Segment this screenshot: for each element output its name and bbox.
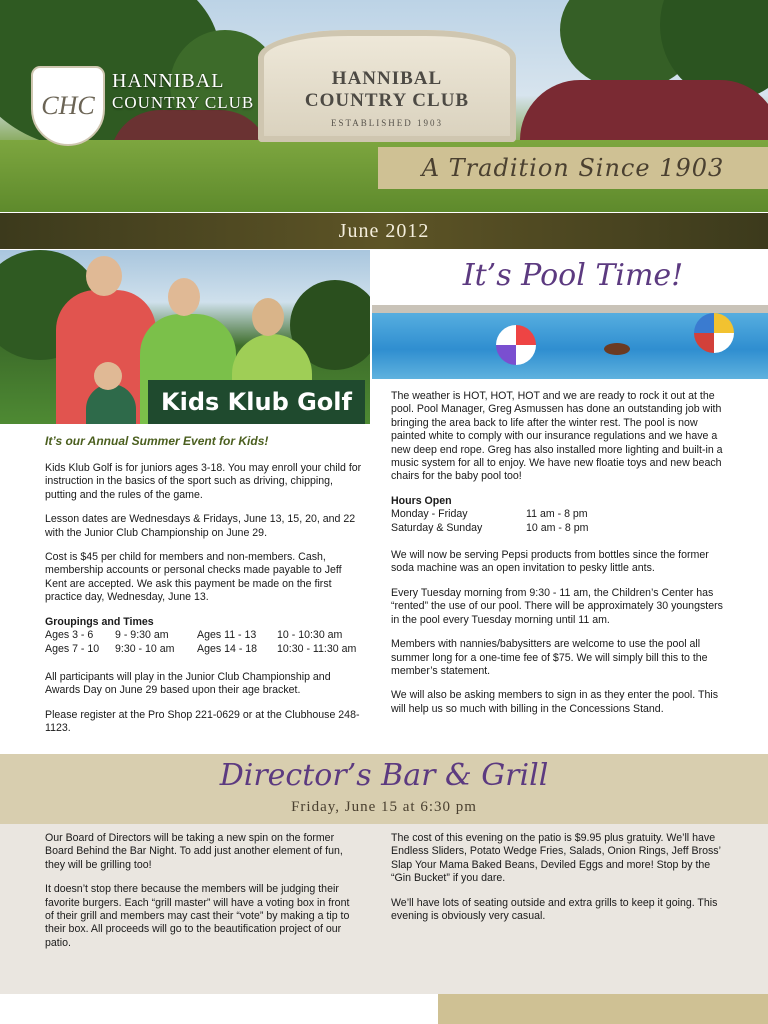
kids-text-column — [45, 462, 363, 747]
kid-girl-head — [252, 298, 284, 336]
groupings-table — [45, 629, 363, 657]
pool-paragraph-3: Every Tuesday morning from 9:30 - 11 am, the Children’s Center has “rented” the use of our pool. There will be approximately 30 youngsters in the pool every Tuesday morning until 11 am. — [391, 586, 723, 626]
kids-paragraph-5: Please register at the Pro Shop 221-0629 or at the Clubhouse 248-1123. — [45, 708, 360, 735]
sign-line-1: HANNIBAL — [331, 68, 443, 89]
grill-left-paragraph-2: It doesn’t stop there because the members will be judging their favorite burgers. Each “grill master” will have a voting box in front of their grill and members may cast their “vote” by making a tip to their box. All proceeds will go to the beautification project of our patio. — [45, 883, 350, 949]
grill-title: Director’s Bar & Grill — [219, 758, 549, 793]
footer-accent-bar — [438, 994, 768, 1024]
group-cell: Ages 14 - 18 — [197, 643, 258, 656]
group-cell: Ages 11 - 13 — [197, 629, 257, 642]
kid-small-head — [94, 362, 122, 390]
hours-times: 10 am - 8 pm — [526, 521, 589, 534]
pool-paragraph-4: Members with nannies/babysitters are welcome to use the pool all summer long for a one-time fee of $75. We will simply bill this to the member’s statement. — [391, 638, 708, 677]
grill-right-paragraph-1: The cost of this evening on the patio is $9.95 plus gratuity. We’ll have Endless Sliders, Potato Wedge Fries, Salads, Onion Rings, Jeff Bross’ Slap Your Mama Baked Beans, Deviled Eggs and more! Stop by the “Gin Bucket” if you dare. — [391, 832, 721, 885]
kids-paragraph-1: Kids Klub Golf is for juniors ages 3-18. You may enroll your child for instruction in the basics of the sport such as driving, chipping, putting and the rules of the game. — [45, 462, 362, 501]
grill-right-paragraph-2: We’ll have lots of seating outside and extra grills to keep it going. This evening is obviously very casual. — [391, 896, 718, 923]
club-sign — [258, 30, 516, 142]
group-cell: 10:30 - 11:30 am — [277, 643, 357, 656]
pool-section-title: It’s Pool Time! — [462, 258, 684, 293]
issue-date-band — [0, 213, 768, 249]
grill-left-paragraph-1: Our Board of Directors will be taking a new spin on the former Board Behind the Bar Night. To add just another element of fun, they will be grilling too! — [45, 832, 343, 871]
group-cell: Ages 7 - 10 — [45, 643, 100, 656]
group-cell: Ages 3 - 6 — [45, 629, 94, 642]
pool-deck — [372, 305, 768, 313]
logo-monogram: CHC — [41, 91, 95, 120]
hours-days: Monday - Friday — [391, 508, 468, 521]
club-name-line1: HANNIBAL — [112, 70, 225, 92]
group-cell: 9 - 9:30 am — [115, 629, 169, 642]
hours-days: Saturday & Sunday — [391, 521, 483, 534]
pool-paragraph-2: We will now be serving Pepsi products from bottles since the former soda machine was an open invitation to pesky little ants. — [391, 549, 709, 575]
kids-paragraph-3: Cost is $45 per child for members and non-members. Cash, membership accounts or personal checks made payable to Jeff Kent are accepted. We ask this payment be made on the first practice day, Wednesday, June 13. — [45, 551, 342, 604]
beach-ball-icon — [496, 325, 536, 365]
club-name-line2: COUNTRY CLUB — [112, 93, 255, 112]
kids-paragraph-2: Lesson dates are Wednesdays & Fridays, June 13, 15, 20, and 22 with the Junior Club Championship on June 29. — [45, 513, 356, 539]
kid-tall-head — [86, 256, 122, 296]
group-cell: 10 - 10:30 am — [277, 629, 343, 642]
grill-date: Friday, June 15 at 6:30 pm — [291, 799, 477, 815]
grill-left-column — [45, 832, 355, 961]
kids-paragraph-4: All participants will play in the Junior Club Championship and Awards Day on June 29 based upon their age bracket. — [45, 670, 331, 697]
hours-times: 11 am - 8 pm — [526, 508, 588, 521]
kid-middle-head — [168, 278, 200, 316]
grill-right-column — [391, 832, 731, 934]
issue-month: June 2012 — [338, 219, 430, 242]
pool-paragraph-5: We will also be asking members to sign in as they enter the pool. This will help us so much with billing in the Concessions Stand. — [391, 689, 718, 715]
kids-subtitle: It’s our Annual Summer Event for Kids! — [45, 434, 269, 448]
tagline-banner: A Tradition Since 1903 — [378, 147, 768, 189]
sign-line-2: COUNTRY CLUB — [304, 90, 470, 111]
beach-ball-icon-2 — [694, 313, 734, 353]
kids-klub-golf-badge: Kids Klub Golf — [148, 380, 365, 424]
pool-text-column — [391, 390, 731, 727]
pool-paragraph-1: The weather is HOT, HOT, HOT and we are ready to rock it out at the pool. Pool Manager, Greg Asmussen has done an outstanding job with bringing the area back to life after the winter rest. The pool is now painted white to comply with our insurance regulations and we have a new deep end rope. Greg has also installed more lighting and built-in a music system for all to enjoy. We have new floatie toys and new beach chairs for the baby pool too! — [391, 390, 723, 483]
football-icon — [604, 343, 630, 355]
groupings-heading: Groupings and Times — [45, 615, 154, 628]
group-cell: 9:30 - 10 am — [115, 643, 175, 656]
hours-heading: Hours Open — [391, 494, 452, 507]
pool-photo — [372, 305, 768, 379]
hours-table — [391, 508, 731, 535]
club-logo-icon — [31, 66, 105, 146]
sign-established: ESTABLISHED 1903 — [330, 118, 444, 128]
